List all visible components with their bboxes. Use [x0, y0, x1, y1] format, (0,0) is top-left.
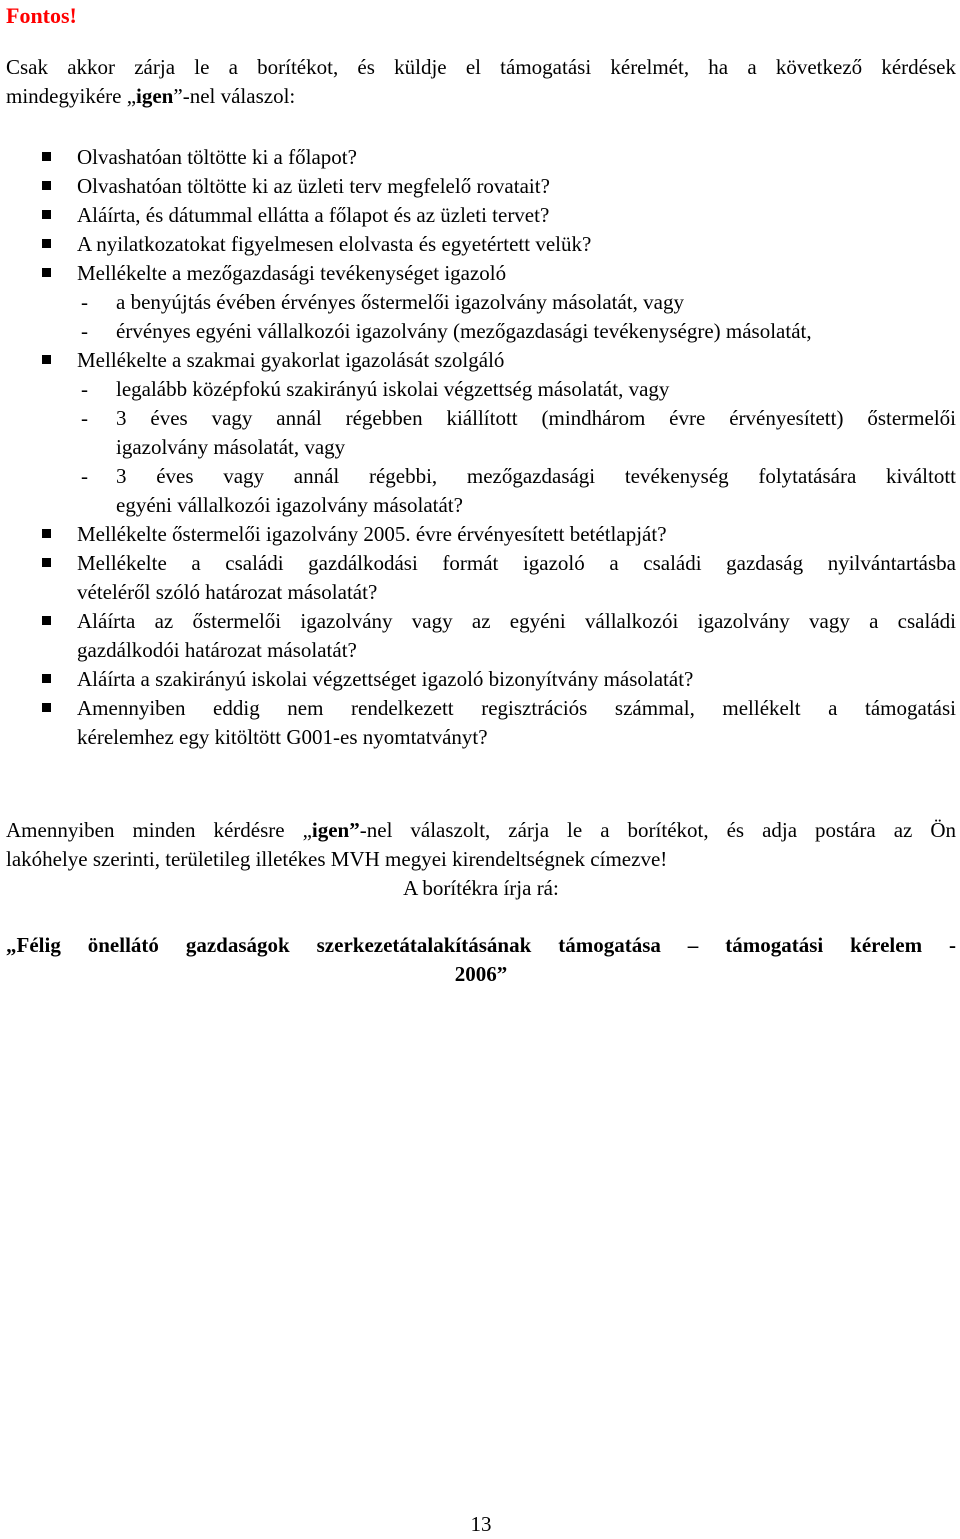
envelope-label [6, 931, 956, 989]
intro-paragraph [6, 53, 956, 111]
checklist-item: Olvashatóan töltötte ki a főlapot? [6, 143, 956, 172]
checklist-item: Aláírta a szakirányú iskolai végzettséget igazoló bizonyítvány másolatát? [6, 665, 956, 694]
dash-marker: - [81, 406, 88, 430]
intro-line-1: Csak akkor zárja le a borítékot, és küldje el támogatási kérelmét, ha a következő kérdések [6, 55, 956, 79]
closing-paragraph [6, 816, 956, 903]
square-bullet-icon [42, 181, 51, 190]
square-bullet-icon [42, 152, 51, 161]
checklist-item: A nyilatkozatokat figyelmesen elolvasta és egyetértett velük? [6, 230, 956, 259]
checklist-item: Aláírta, és dátummal ellátta a főlapot és az üzleti tervet? [6, 201, 956, 230]
dash-marker: - [81, 377, 88, 401]
square-bullet-icon [42, 616, 51, 625]
checklist-item: Mellékelte a családi gazdálkodási formát igazoló a családi gazdaság nyilvántartásba vételéről szóló határozat másolatát? [6, 549, 956, 607]
square-bullet-icon [42, 268, 51, 277]
checklist-item: Olvashatóan töltötte ki az üzleti terv megfelelő rovatait? [6, 172, 956, 201]
warning-heading: Fontos! [6, 3, 77, 28]
checklist-subitem: - 3 éves vagy annál régebben kiállított (mindhárom évre érvényesített) őstermelői igazolvány másolatát, vagy [81, 406, 956, 459]
square-bullet-icon [42, 558, 51, 567]
square-bullet-icon [42, 703, 51, 712]
checklist-item: Aláírta az őstermelői igazolvány vagy az egyéni vállalkozói igazolvány vagy a családi gazdálkodói határozat másolatát? [6, 607, 956, 665]
square-bullet-icon [42, 239, 51, 248]
checklist-subitem: - érvényes egyéni vállalkozói igazolvány (mezőgazdasági tevékenységre) másolatát, [6, 317, 956, 346]
igen-emphasis: igen [136, 84, 174, 108]
checklist-item: Amennyiben eddig nem rendelkezett regisztrációs számmal, mellékelt a támogatási kérelemhez egy kitöltött G001-es nyomtatványt? [6, 694, 956, 752]
square-bullet-icon [42, 355, 51, 364]
closing-line-1: Amennyiben minden kérdésre „igen”-nel válaszolt, zárja le a borítékot, és adja postára az Ön [6, 818, 956, 842]
checklist-subitem: - a benyújtás évében érvényes őstermelői igazolvány másolatát, vagy [6, 288, 956, 317]
square-bullet-icon [42, 529, 51, 538]
envelope-label-line-2: 2006” [454, 962, 508, 986]
envelope-label-line-1: „Félig önellátó gazdaságok szerkezetátalakításának támogatása – támogatási kérelem - [6, 933, 956, 957]
square-bullet-icon [42, 674, 51, 683]
checklist-subitem: - 3 éves vagy annál régebbi, mezőgazdasági tevékenység folytatására kiváltott egyéni vállalkozói igazolvány másolatát? [81, 464, 956, 517]
square-bullet-icon [42, 210, 51, 219]
dash-marker: - [81, 319, 88, 343]
checklist-item: Mellékelte a szakmai gyakorlat igazolását szolgáló [6, 346, 956, 375]
dash-marker: - [81, 290, 88, 314]
checklist-subitem: - legalább középfokú szakirányú iskolai végzettség másolatát, vagy [6, 375, 956, 404]
closing-line-2: lakóhelye szerinti, területileg illetékes MVH megyei kirendeltségnek címezve! [6, 847, 668, 871]
igen-emphasis: igen” [311, 818, 360, 842]
checklist [6, 143, 956, 752]
envelope-instruction: A borítékra írja rá: [403, 876, 559, 900]
checklist-item: Mellékelte a mezőgazdasági tevékenységet igazoló [6, 259, 956, 288]
checklist-item: Mellékelte őstermelői igazolvány 2005. évre érvényesített betétlapját? [6, 520, 956, 549]
intro-line-2: mindegyikére „igen”-nel válaszol: [6, 84, 296, 108]
dash-marker: - [81, 464, 88, 488]
page-number: 13 [470, 1512, 492, 1536]
